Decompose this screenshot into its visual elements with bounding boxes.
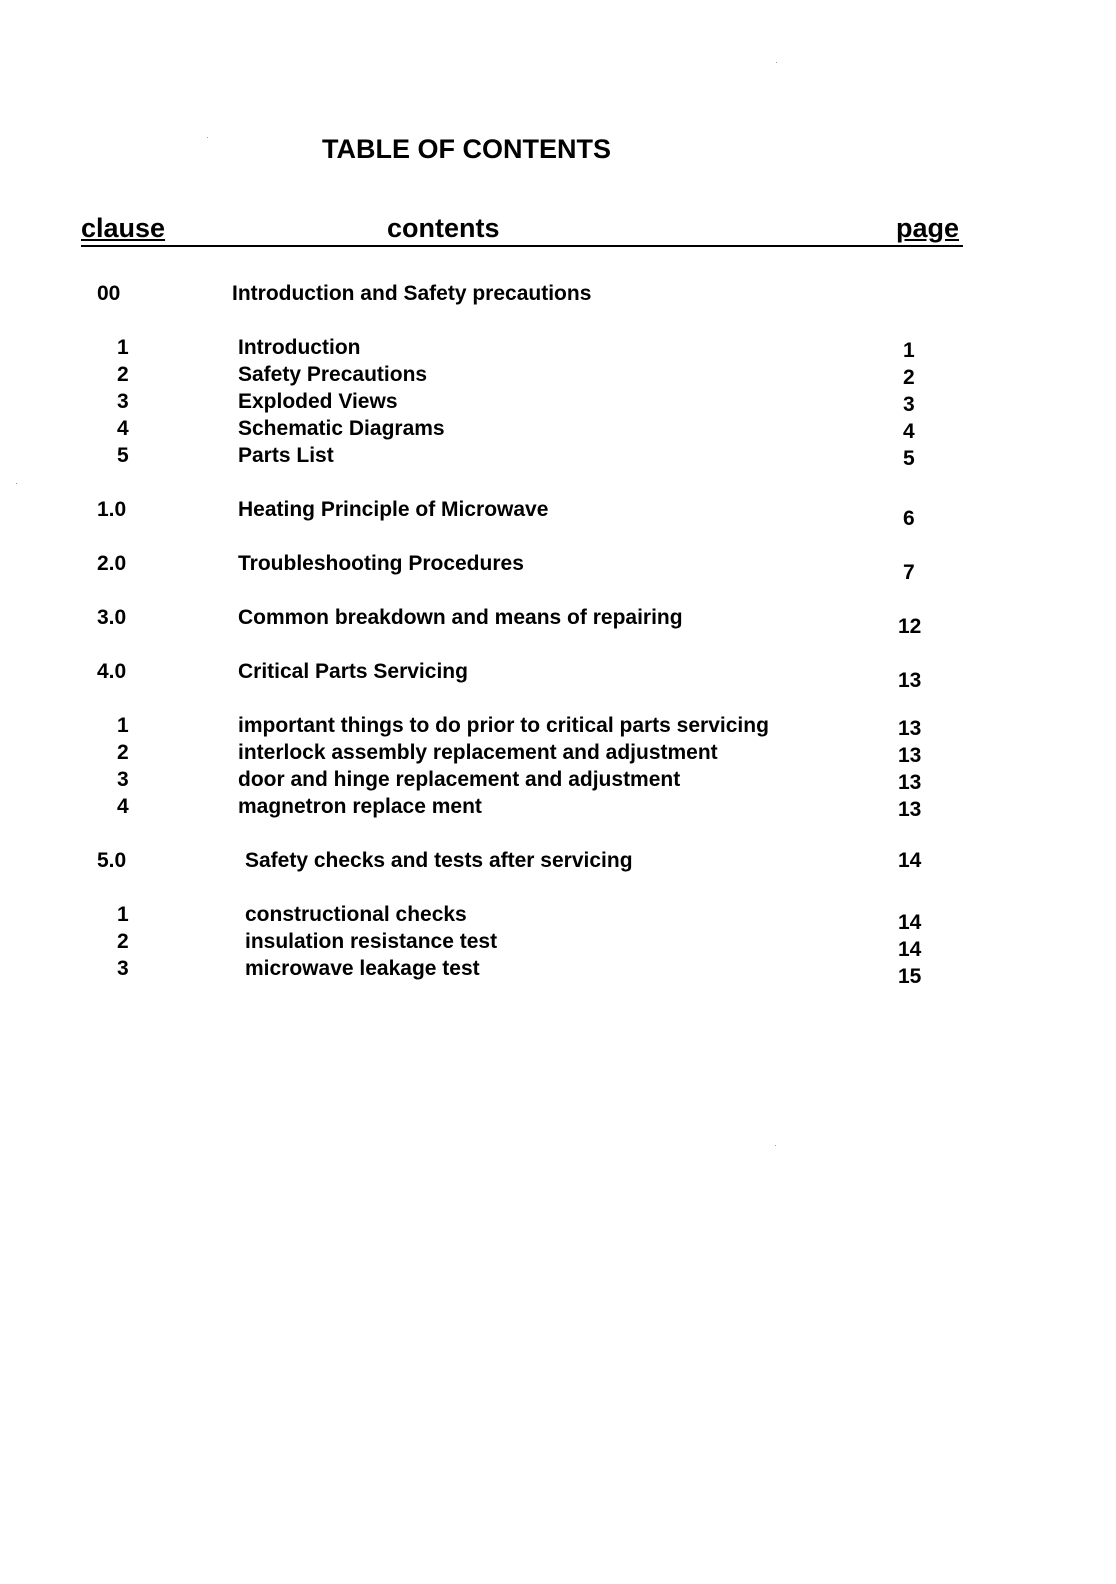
toc-page-number: 12 — [898, 615, 922, 638]
toc-page-number: 14 — [898, 938, 922, 961]
toc-page-number: 13 — [898, 669, 922, 692]
toc-clause-number: 2 — [117, 930, 129, 953]
scan-speck — [207, 137, 208, 138]
column-header-contents: contents — [387, 213, 500, 243]
toc-entry-title: Safety checks and tests after servicing — [245, 849, 633, 872]
toc-entry-title: door and hinge replacement and adjustment — [238, 768, 681, 791]
toc-entry-title: Troubleshooting Procedures — [238, 552, 524, 575]
toc-clause-number: 3 — [117, 957, 129, 980]
toc-entry-title: Common breakdown and means of repairing — [238, 606, 683, 629]
column-header-page: page — [896, 213, 960, 243]
toc-page-number: 4 — [903, 420, 915, 443]
toc-entry-title: Introduction and Safety precautions — [232, 282, 592, 305]
toc-page-number: 1 — [903, 339, 915, 362]
toc-page-number: 3 — [903, 393, 915, 416]
toc-entry-title: Safety Precautions — [238, 363, 428, 386]
toc-entry-title: Parts List — [238, 444, 334, 467]
toc-entry-title: microwave leakage test — [245, 957, 480, 980]
toc-entry-title: Critical Parts Servicing — [238, 660, 468, 683]
toc-clause-number: 3.0 — [97, 606, 127, 629]
toc-clause-number: 5.0 — [97, 849, 127, 872]
toc-clause-number: 1 — [117, 336, 129, 359]
toc-page-number: 7 — [903, 561, 915, 584]
toc-page-number: 13 — [898, 744, 922, 767]
toc-entry-title: magnetron replace ment — [238, 795, 482, 818]
toc-entry-title: constructional checks — [245, 903, 467, 926]
toc-clause-number: 00 — [97, 282, 121, 305]
toc-entry-title: Exploded Views — [238, 390, 398, 413]
scan-speck — [16, 483, 17, 484]
toc-page-number: 14 — [898, 849, 922, 872]
toc-page-number: 2 — [903, 366, 915, 389]
toc-clause-number: 2 — [117, 363, 129, 386]
toc-clause-number: 5 — [117, 444, 129, 467]
toc-page-number: 13 — [898, 798, 922, 821]
toc-clause-number: 2.0 — [97, 552, 127, 575]
toc-clause-number: 3 — [117, 768, 129, 791]
toc-page-number: 15 — [898, 965, 922, 988]
toc-entry-title: insulation resistance test — [245, 930, 498, 953]
toc-clause-number: 2 — [117, 741, 129, 764]
toc-entry-title: interlock assembly replacement and adjustment — [238, 741, 718, 764]
toc-entry-title: Heating Principle of Microwave — [238, 498, 549, 521]
toc-entry-title: important things to do prior to critical parts servicing — [238, 714, 769, 737]
scan-speck — [776, 62, 777, 63]
toc-entry-title: Schematic Diagrams — [238, 417, 445, 440]
toc-clause-number: 4 — [117, 795, 129, 818]
toc-page-number: 6 — [903, 507, 915, 530]
toc-entry-title: Introduction — [238, 336, 361, 359]
toc-page-number: 5 — [903, 447, 915, 470]
toc-clause-number: 4.0 — [97, 660, 127, 683]
toc-clause-number: 1 — [117, 714, 129, 737]
toc-page-number: 13 — [898, 717, 922, 740]
toc-clause-number: 3 — [117, 390, 129, 413]
scan-speck — [775, 1145, 776, 1146]
toc-clause-number: 1 — [117, 903, 129, 926]
toc-clause-number: 4 — [117, 417, 129, 440]
toc-page-number: 13 — [898, 771, 922, 794]
page-title: TABLE OF CONTENTS — [322, 134, 611, 164]
column-header-clause: clause — [81, 213, 166, 243]
toc-clause-number: 1.0 — [97, 498, 127, 521]
header-rule — [81, 245, 963, 247]
toc-page-number: 14 — [898, 911, 922, 934]
